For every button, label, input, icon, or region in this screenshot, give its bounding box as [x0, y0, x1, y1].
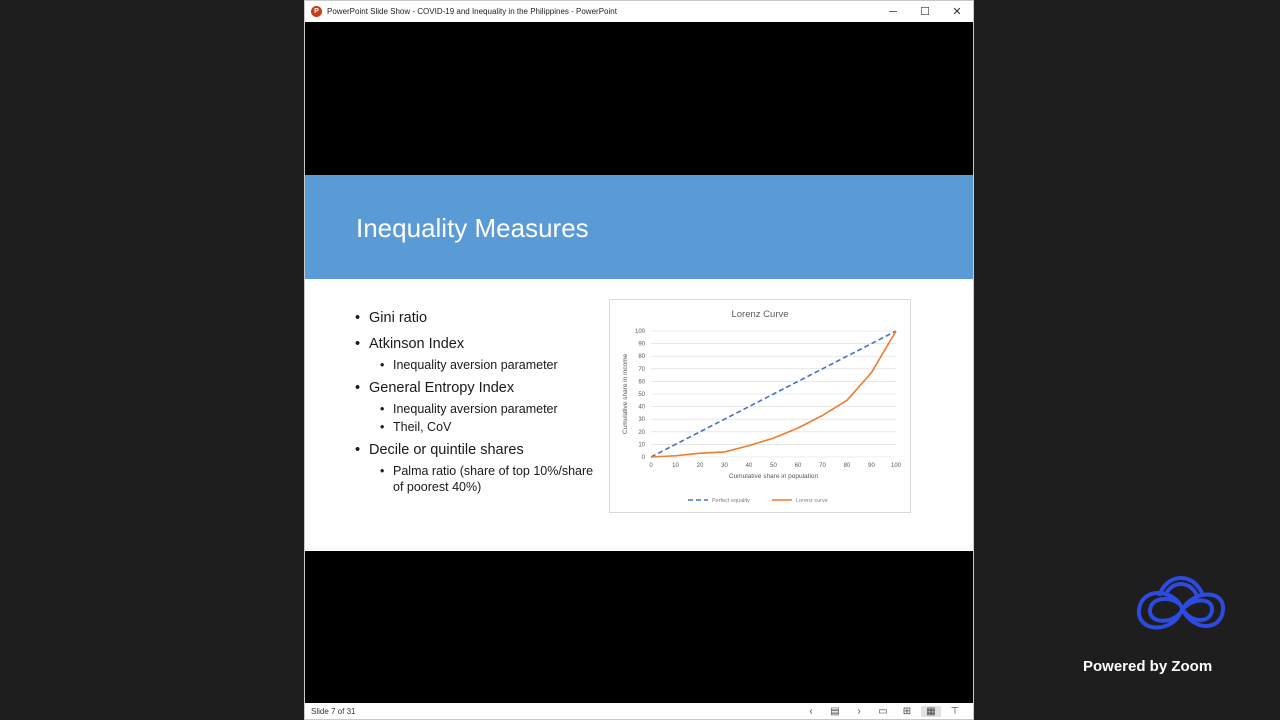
- y-tick-label: 10: [638, 442, 645, 449]
- window-title: PowerPoint Slide Show - COVID-19 and Inequality in the Philippines - PowerPoint: [327, 7, 617, 16]
- sub-bullet-ge-aversion: • Inequality aversion parameter: [355, 401, 595, 417]
- bullet-atkinson: • Atkinson Index: [355, 335, 595, 353]
- close-icon: ✕: [952, 6, 962, 18]
- zoom-logo-icon: [1131, 566, 1231, 644]
- status-bar: [305, 703, 973, 719]
- powerpoint-icon: P: [311, 6, 322, 17]
- bullet-list: [355, 309, 595, 501]
- close-button[interactable]: [941, 1, 973, 22]
- bullet-decile-shares: • Decile or quintile shares: [355, 441, 595, 459]
- powered-by-zoom-label: Powered by Zoom: [1083, 658, 1213, 675]
- sub-bullet-atkinson-aversion: • Inequality aversion parameter: [355, 357, 595, 373]
- bullet-gini: • Gini ratio: [355, 309, 595, 327]
- x-axis-label: Cumulative share in population: [728, 473, 819, 480]
- x-tick-label: 30: [721, 463, 728, 469]
- y-tick-label: 20: [638, 429, 645, 436]
- maximize-icon: ☐: [920, 6, 930, 18]
- slide-header: [305, 175, 973, 279]
- y-tick-label: 80: [638, 354, 645, 361]
- x-tick-label: 80: [843, 463, 851, 469]
- x-tick-label: 90: [868, 463, 875, 469]
- maximize-button[interactable]: [909, 1, 941, 22]
- slide-show-icon[interactable]: ⊤: [950, 705, 960, 717]
- x-tick-label: 70: [819, 463, 826, 469]
- y-axis-label: Cumulative share in income: [622, 353, 629, 435]
- bullet-general-entropy: • General Entropy Index: [355, 379, 595, 397]
- y-tick-label: 90: [638, 341, 645, 348]
- minimize-button[interactable]: [877, 1, 909, 22]
- legend-label: Perfect equality: [712, 498, 750, 504]
- legend-label: Lorenz curve: [796, 498, 828, 504]
- slide-sorter-icon[interactable]: ⊞: [902, 705, 912, 717]
- normal-view-icon[interactable]: ▭: [878, 705, 888, 717]
- y-tick-label: 30: [638, 417, 645, 424]
- status-icons: [797, 703, 965, 719]
- x-tick-label: 60: [794, 463, 802, 469]
- lorenz-chart: [609, 299, 911, 513]
- title-bar: [305, 1, 973, 22]
- next-icon[interactable]: ›: [857, 705, 861, 717]
- slide-indicator: Slide 7 of 31: [311, 706, 356, 716]
- powerpoint-window: [304, 0, 974, 720]
- sub-bullet-theil: • Theil, CoV: [355, 419, 595, 435]
- reading-view-icon[interactable]: ▦: [921, 706, 941, 717]
- sub-bullet-palma: • Palma ratio (share of top 10%/share of poorest 40%): [355, 463, 595, 495]
- slide[interactable]: [305, 175, 973, 551]
- x-tick-label: 40: [745, 463, 753, 469]
- chart-svg: [610, 300, 910, 512]
- x-tick-label: 10: [672, 463, 679, 469]
- x-tick-label: 0: [649, 463, 653, 469]
- y-tick-label: 50: [638, 392, 645, 398]
- y-tick-label: 40: [638, 404, 645, 411]
- y-tick-label: 100: [634, 329, 645, 335]
- slide-title: Inequality Measures: [356, 213, 589, 243]
- y-tick-label: 0: [641, 455, 645, 461]
- chart-title: Lorenz Curve: [731, 309, 789, 320]
- previous-icon[interactable]: ‹: [809, 705, 813, 717]
- x-tick-label: 50: [770, 463, 777, 469]
- y-tick-label: 70: [638, 366, 645, 373]
- x-tick-label: 20: [696, 463, 704, 469]
- slide-menu-icon[interactable]: ▤: [830, 705, 840, 717]
- minimize-icon: ─: [889, 5, 897, 18]
- y-tick-label: 60: [638, 379, 645, 386]
- x-tick-label: 100: [890, 463, 902, 469]
- window-controls: [877, 1, 973, 22]
